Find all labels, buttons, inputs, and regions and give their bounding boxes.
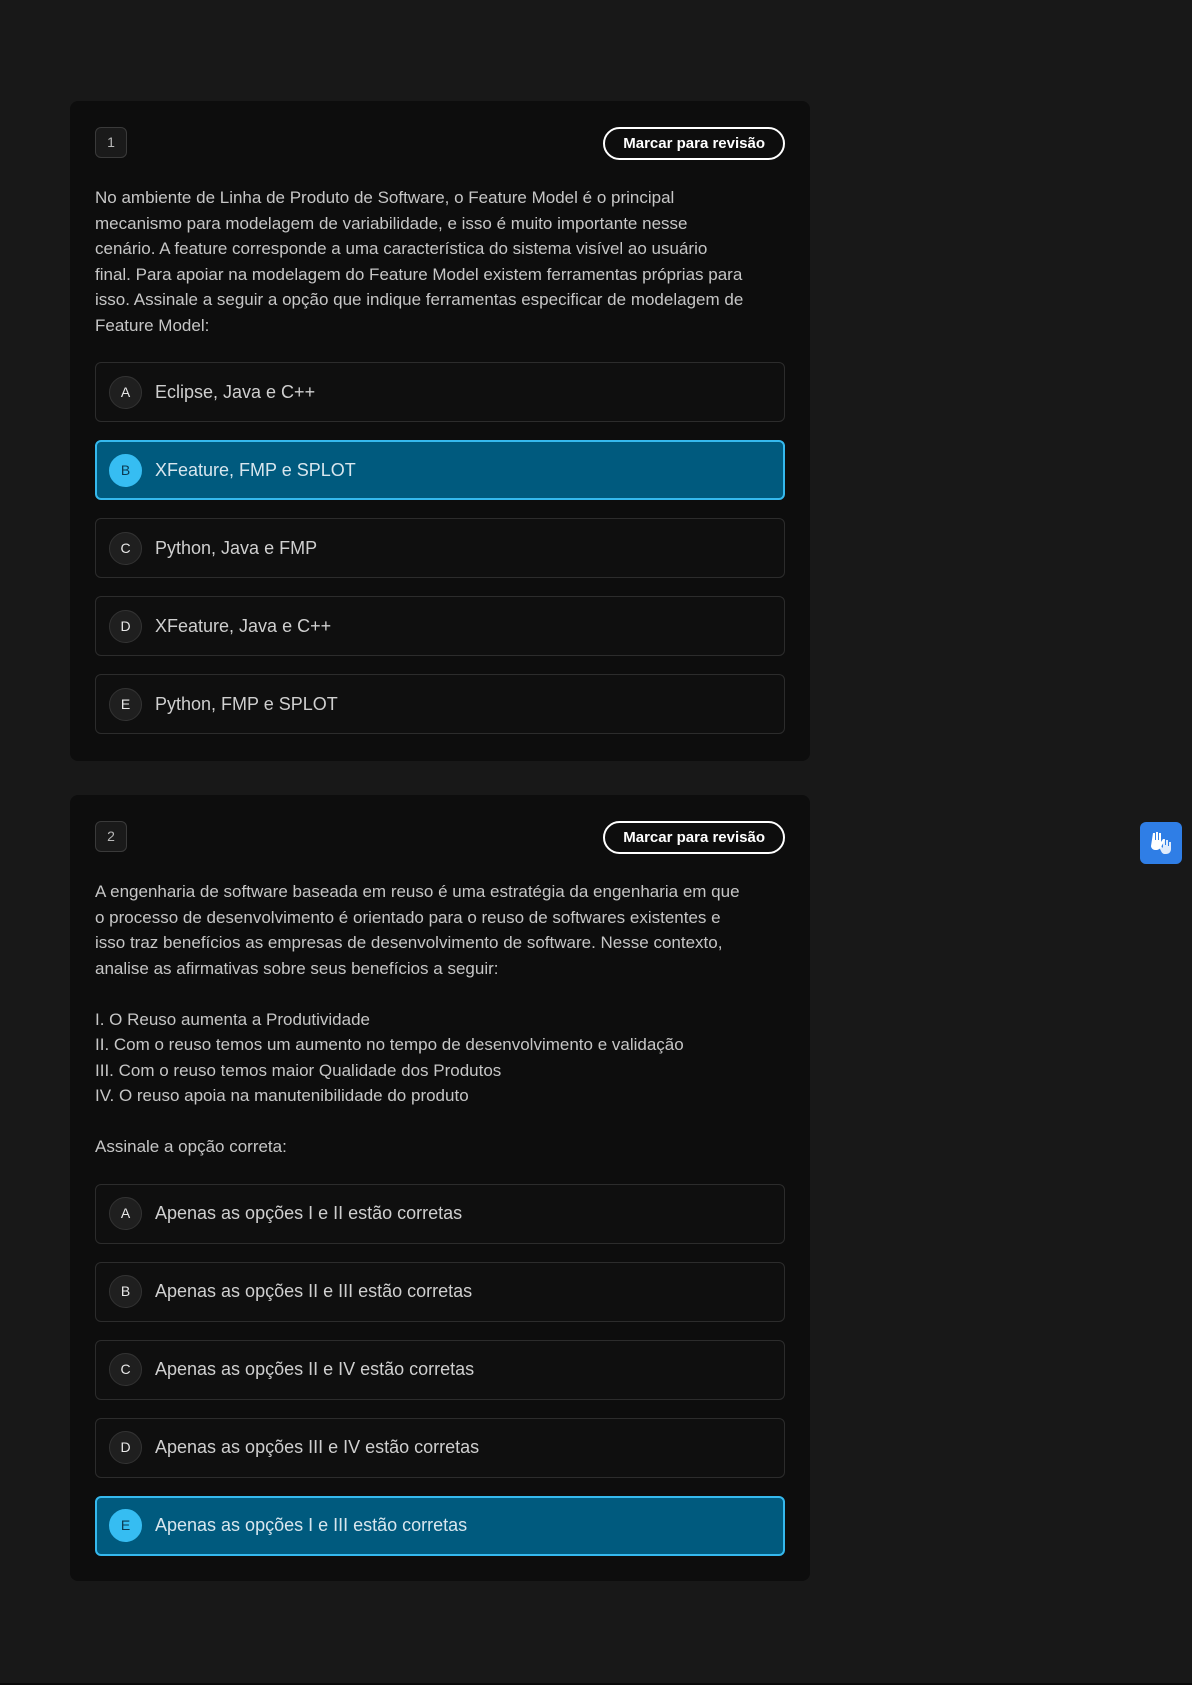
option-letter: B xyxy=(109,454,142,487)
option-letter: C xyxy=(109,532,142,565)
option-label: Apenas as opções I e II estão corretas xyxy=(155,1203,463,1223)
option-letter: E xyxy=(109,688,142,721)
accessibility-button[interactable] xyxy=(1140,822,1182,864)
question-text xyxy=(95,879,785,1160)
question-number: 2 xyxy=(95,821,127,852)
question-header xyxy=(95,821,785,879)
option-letter: A xyxy=(109,376,142,409)
answer-option-c[interactable] xyxy=(95,518,785,578)
option-label: Python, FMP e SPLOT xyxy=(155,693,338,714)
question-text-line: mecanismo para modelagem de variabilidade, e isso é muito importante nesse xyxy=(95,213,688,233)
question-card-2 xyxy=(70,795,810,1581)
question-text-line: Feature Model: xyxy=(95,315,210,335)
option-letter: B xyxy=(109,1275,142,1308)
question-text xyxy=(95,185,785,338)
question-text-line: final. Para apoiar na modelagem do Feature Model existem ferramentas próprias para xyxy=(95,264,743,284)
sign-language-hands-icon xyxy=(1147,829,1175,857)
option-label: XFeature, FMP e SPLOT xyxy=(155,459,356,480)
answer-option-c[interactable] xyxy=(95,1340,785,1400)
question-text-line: o processo de desenvolvimento é orientado para o reuso de softwares existentes e xyxy=(95,907,721,927)
mark-for-review-button[interactable]: Marcar para revisão xyxy=(603,127,785,160)
statement-line: II. Com o reuso temos um aumento no tempo de desenvolvimento e validação xyxy=(95,1035,684,1054)
answer-options xyxy=(95,1184,785,1556)
question-text-line: A engenharia de software baseada em reuso é uma estratégia da engenharia em que xyxy=(95,882,740,901)
option-label: XFeature, Java e C++ xyxy=(155,615,332,636)
question-header xyxy=(95,127,785,185)
paragraph-gap xyxy=(95,981,785,1007)
option-label: Apenas as opções II e IV estão corretas xyxy=(155,1359,475,1379)
question-card-1 xyxy=(70,101,810,761)
statement-line: IV. O reuso apoia na manutenibilidade do produto xyxy=(95,1086,469,1105)
answer-option-d[interactable] xyxy=(95,596,785,656)
answer-option-a[interactable] xyxy=(95,1184,785,1244)
option-letter: D xyxy=(109,610,142,643)
option-label: Eclipse, Java e C++ xyxy=(155,381,316,402)
paragraph-gap xyxy=(95,1109,785,1135)
question-text-line: isso. Assinale a seguir a opção que indique ferramentas especificar de modelagem de xyxy=(95,290,744,309)
question-text-line: isso traz benefícios as empresas de desenvolvimento de software. Nesse contexto, xyxy=(95,933,723,952)
option-letter: A xyxy=(109,1197,142,1230)
option-label: Apenas as opções I e III estão corretas xyxy=(155,1515,468,1535)
option-letter: D xyxy=(109,1431,142,1464)
answer-option-e[interactable] xyxy=(95,674,785,734)
question-text-line: analise as afirmativas sobre seus benefícios a seguir: xyxy=(95,958,499,978)
option-label: Apenas as opções III e IV estão corretas xyxy=(155,1437,480,1457)
answer-option-b[interactable] xyxy=(95,1262,785,1322)
answer-option-a[interactable] xyxy=(95,362,785,422)
question-prompt: Assinale a opção correta: xyxy=(95,1137,287,1156)
statement-line: I. O Reuso aumenta a Produtividade xyxy=(95,1009,370,1029)
question-text-line: cenário. A feature corresponde a uma característica do sistema visível ao usuário xyxy=(95,239,708,258)
statement-line: III. Com o reuso temos maior Qualidade dos Produtos xyxy=(95,1060,502,1080)
question-number: 1 xyxy=(95,127,127,158)
answer-option-b[interactable] xyxy=(95,440,785,500)
option-letter: C xyxy=(109,1353,142,1386)
option-label: Python, Java e FMP xyxy=(155,537,318,558)
answer-options xyxy=(95,362,785,734)
mark-for-review-button[interactable]: Marcar para revisão xyxy=(603,821,785,854)
option-letter: E xyxy=(109,1509,142,1542)
option-label: Apenas as opções II e III estão corretas xyxy=(155,1281,473,1301)
answer-option-d[interactable] xyxy=(95,1418,785,1478)
question-text-line: No ambiente de Linha de Produto de Software, o Feature Model é o principal xyxy=(95,188,675,207)
answer-option-e[interactable] xyxy=(95,1496,785,1556)
